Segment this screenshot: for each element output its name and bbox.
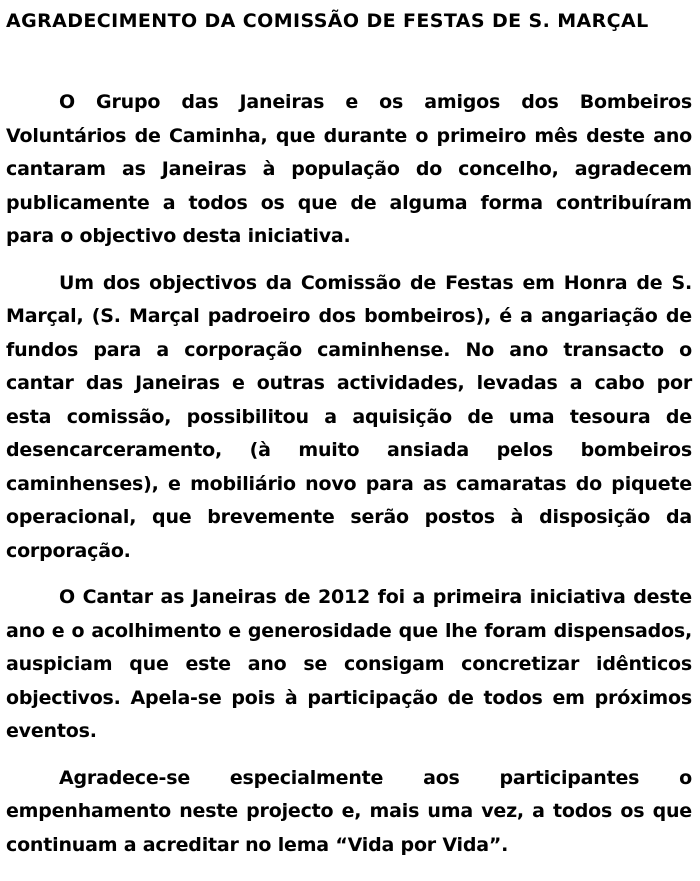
document-title: AGRADECIMENTO DA COMISSÃO DE FESTAS DE S. MARÇAL bbox=[6, 10, 649, 32]
paragraph-objectives: Um dos objectivos da Comissão de Festas em Honra de S. Marçal, (S. Marçal padroeiro dos bombeiros), é a angariação de fundos para a corporação caminhense. No ano transacto o cantar das Janeiras e outras actividades, levadas a cabo por esta comissão, possibilitou a aquisição de uma tesoura de desencarceramento, (à muito ansiada pelos bombeiros caminhenses), e mobiliário novo para as camaratas do piquete operacional, que brevemente serão postos à disposição da corporação. bbox=[6, 271, 692, 562]
paragraph-closing: Agradece-se especialmente aos participantes o empenhamento neste projecto e, mais uma vez, a todos os que continuam a acreditar no lema “Vida por Vida”. bbox=[6, 766, 692, 856]
document-page bbox=[6, 0, 692, 862]
paragraph-thanks: O Grupo das Janeiras e os amigos dos Bombeiros Voluntários de Caminha, que durante o primeiro mês deste ano cantaram as Janeiras à população do concelho, agradecem publicamente a todos os que de alguma forma contribuíram para o objectivo desta iniciativa. bbox=[6, 91, 692, 247]
paragraph-janeiras-2012: O Cantar as Janeiras de 2012 foi a primeira iniciativa deste ano e o acolhimento e generosidade que lhe foram dispensados, auspiciam que este ano se consigam concretizar idênticos objectivos. Apela-se pois à participação de todos em próximos eventos. bbox=[6, 586, 692, 742]
